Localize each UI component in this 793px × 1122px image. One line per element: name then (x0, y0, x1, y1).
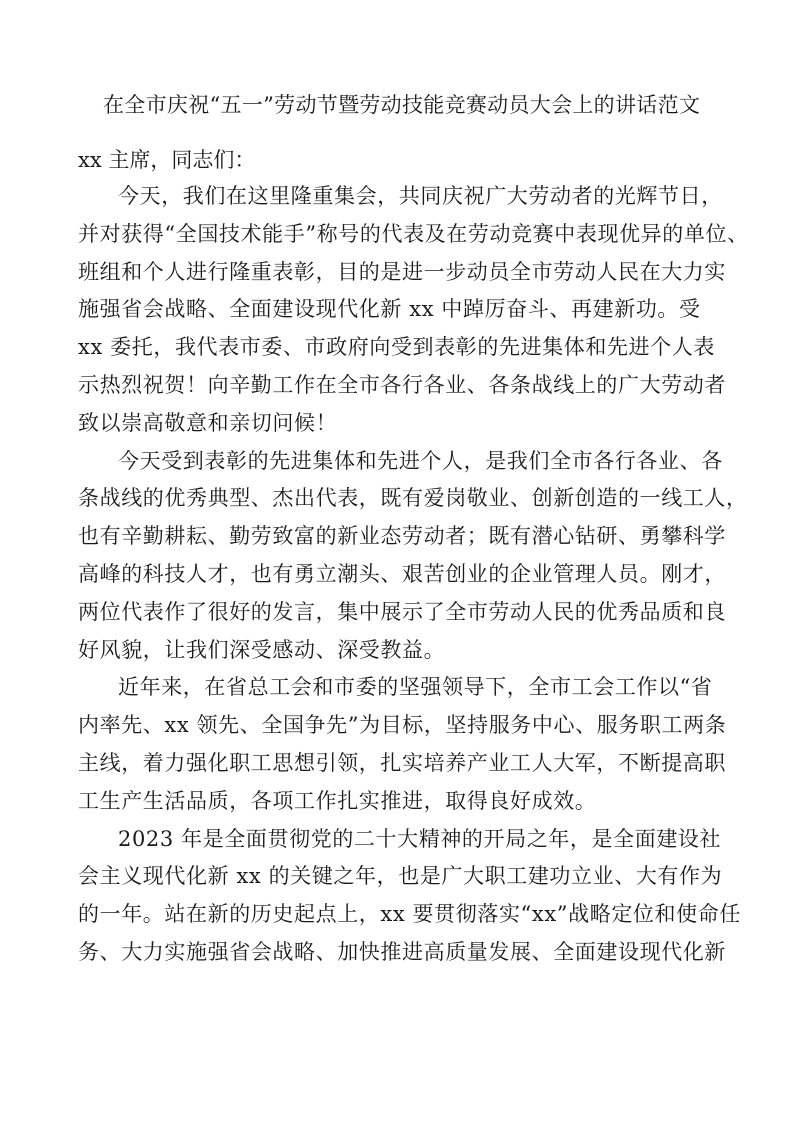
text-line: 务、大力实施强省会战略、加快推进高质量发展、全面建设现代化新 (78, 939, 726, 964)
text-line: 致以崇高敬意和亲切问候！ (78, 410, 338, 435)
salutation: xx 主席，同志们： (78, 148, 256, 172)
text-line: 班组和个人进行隆重表彰，目的是进一步动员全市劳动人民在大力实 (78, 259, 726, 284)
text-line: 施强省会战略、全面建设现代化新 xx 中踔厉奋斗、再建新功。受 (78, 297, 701, 322)
text-line: 两位代表作了很好的发言，集中展示了全市劳动人民的优秀品质和良 (78, 599, 726, 624)
text-line: 今天，我们在这里隆重集会，共同庆祝广大劳动者的光辉节日， (118, 184, 723, 208)
text-line: 今天受到表彰的先进集体和先进个人，是我们全市各行各业、各 (118, 448, 723, 473)
text-line: 工生产生活品质，各项工作扎实推进，取得良好成效。 (78, 788, 597, 813)
text-line: 示热烈祝贺！向辛勤工作在全市各行各业、各条战线上的广大劳动者 (78, 372, 726, 397)
text-line: 条战线的优秀典型、杰出代表，既有爱岗敬业、创新创造的一线工人， (78, 486, 748, 511)
text-line: 2023 年是全面贯彻党的二十大精神的开局之年，是全面建设社 (118, 826, 722, 851)
text-line: 也有辛勤耕耘、勤劳致富的新业态劳动者；既有潜心钻研、勇攀科学 (78, 524, 726, 549)
text-line: 会主义现代化新 xx 的关键之年，也是广大职工建功立业、大有作为 (78, 864, 723, 889)
text-line: 的一年。站在新的历史起点上，xx 要贯彻落实“xx”战略定位和使命任 (78, 902, 741, 927)
text-line: 高峰的科技人才，也有勇立潮头、艰苦创业的企业管理人员。刚才， (78, 561, 726, 586)
body-text (78, 181, 749, 975)
document-title: 在全市庆祝“五一”劳动节暨劳动技能竞赛动员大会上的讲话范文 (103, 93, 701, 117)
text-line: 好风貌，让我们深受感动、深受教益。 (78, 637, 446, 662)
text-line: 主线，着力强化职工思想引领，扎实培养产业工人大军，不断提高职 (78, 750, 726, 775)
text-line: 近年来，在省总工会和市委的坚强领导下，全市工会工作以“省 (118, 675, 713, 700)
text-line: xx 委托，我代表市委、市政府向受到表彰的先进集体和先进个人表 (78, 335, 715, 360)
text-line: 内率先、xx 领先、全国争先”为目标，坚持服务中心、服务职工两条 (78, 713, 727, 738)
text-line: 并对获得“全国技术能手”称号的代表及在劳动竞赛中表现优异的单位、 (78, 221, 749, 246)
